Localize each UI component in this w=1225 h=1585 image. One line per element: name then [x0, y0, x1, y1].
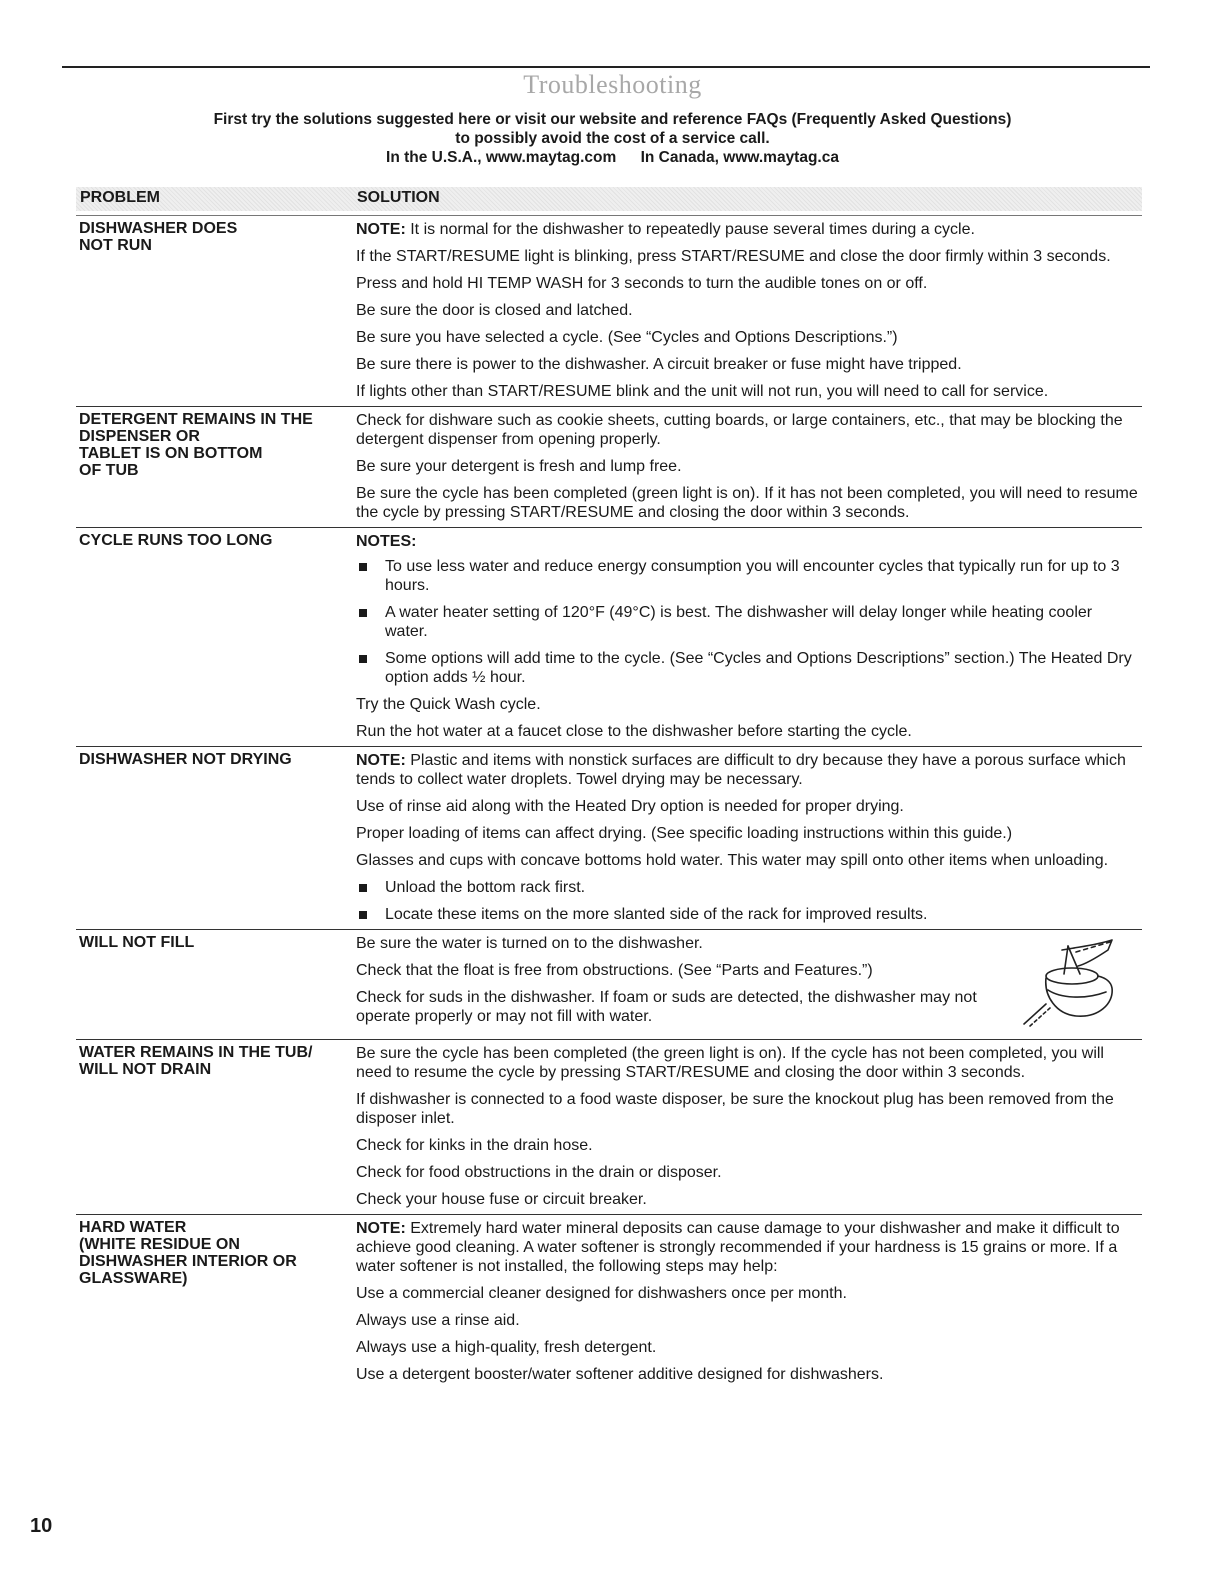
note-text: Plastic and items with nonstick surfaces are difficult to dry because they have a porous surface which tends to collect water droplets. Towel drying may be necessary. — [356, 752, 1126, 788]
canada-website-text: In Canada, www.maytag.ca — [640, 149, 839, 166]
solution-cell — [356, 220, 1142, 401]
problem-cell — [76, 934, 356, 1034]
solution-line: Run the hot water at a faucet close to the dishwasher before starting the cycle. — [356, 723, 912, 740]
solution-cell — [356, 751, 1142, 924]
note-label: NOTE: — [356, 1220, 406, 1237]
solution-line: Use of rinse aid along with the Heated Dry option is needed for proper drying. — [356, 798, 904, 815]
problem-line: NOT RUN — [79, 237, 152, 254]
solution-line: Try the Quick Wash cycle. — [356, 696, 541, 713]
bullet-text: To use less water and reduce energy consumption you will encounter cycles that typically run for up to 3 hours. — [385, 558, 1120, 594]
bullet-item — [356, 557, 1138, 595]
solution-line: If dishwasher is connected to a food waste disposer, be sure the knockout plug has been removed from the disposer inlet. — [356, 1091, 1114, 1127]
problem-line: DISHWASHER DOES — [79, 220, 238, 237]
solution-line: Use a detergent booster/water softener additive designed for dishwashers. — [356, 1366, 884, 1383]
bullet-text: Some options will add time to the cycle. (See “Cycles and Options Descriptions” section.) The Heated Dry option adds ½ hour. — [385, 650, 1132, 686]
table-row — [76, 1214, 1142, 1389]
solution-line: Check for kinks in the drain hose. — [356, 1137, 593, 1154]
solution-line: If lights other than START/RESUME blink and the unit will not run, you will need to call for service. — [356, 383, 1049, 400]
solution-line: Check for food obstructions in the drain or disposer. — [356, 1164, 722, 1181]
solution-line: Be sure the door is closed and latched. — [356, 302, 633, 319]
solution-line: If the START/RESUME light is blinking, press START/RESUME and close the door firmly within 3 seconds. — [356, 248, 1111, 265]
solution-line: Be sure you have selected a cycle. (See “Cycles and Options Descriptions.”) — [356, 329, 898, 346]
problem-line: DISPENSER OR — [79, 428, 200, 445]
solution-cell — [356, 411, 1142, 522]
solution-line: Be sure the cycle has been completed (the green light is on). If the cycle has not been completed, you will need to resume the cycle by pressing START/RESUME and closing the door within 3 seconds. — [356, 1045, 1104, 1081]
bullet-text: Unload the bottom rack first. — [385, 879, 586, 896]
table-row — [76, 929, 1142, 1039]
intro-line-3 — [0, 148, 1225, 167]
solution-line: Use a commercial cleaner designed for dishwashers once per month. — [356, 1285, 847, 1302]
problem-line: GLASSWARE) — [79, 1270, 188, 1287]
bullet-item — [356, 878, 1138, 897]
bullet-item — [356, 905, 1138, 924]
us-website-text: In the U.S.A., www.maytag.com — [386, 149, 617, 166]
solution-line: Always use a rinse aid. — [356, 1312, 520, 1329]
note-paragraph — [356, 1219, 1138, 1276]
problem-cell — [76, 1219, 356, 1384]
solution-line: Glasses and cups with concave bottoms hold water. This water may spill onto other items when unloading. — [356, 852, 1109, 869]
problem-line: DISHWASHER NOT DRYING — [79, 751, 292, 768]
problem-cell — [76, 220, 356, 401]
solution-line: Be sure there is power to the dishwasher. A circuit breaker or fuse might have tripped. — [356, 356, 962, 373]
note-paragraph — [356, 751, 1138, 789]
table-row — [76, 527, 1142, 746]
bullet-item — [356, 603, 1138, 641]
problem-line: CYCLE RUNS TOO LONG — [79, 532, 273, 549]
solution-cell — [356, 1044, 1142, 1209]
solution-cell — [356, 934, 1142, 1034]
problem-cell — [76, 751, 356, 924]
solution-cell — [356, 532, 1142, 741]
note-text: Extremely hard water mineral deposits can cause damage to your dishwasher and make it difficult to achieve good cleaning. A water softener is strongly recommended if your hardness is 15 grains or more. If a water softener is not installed, the following steps may help: — [356, 1220, 1120, 1275]
intro-line-2: to possibly avoid the cost of a service call. — [455, 130, 770, 147]
bullet-square-icon — [359, 563, 367, 571]
bullet-square-icon — [359, 884, 367, 892]
solution-line: Be sure the water is turned on to the dishwasher. — [356, 935, 703, 952]
intro-line-1: First try the solutions suggested here or visit our website and reference FAQs (Frequently Asked Questions) — [213, 111, 1012, 128]
troubleshooting-table — [76, 215, 1142, 1389]
notes-label: NOTES: — [356, 533, 417, 550]
page-title: Troubleshooting — [523, 70, 702, 99]
bullet-square-icon — [359, 609, 367, 617]
note-text: It is normal for the dishwasher to repeatedly pause several times during a cycle. — [405, 221, 975, 238]
solution-line: Be sure your detergent is fresh and lump free. — [356, 458, 682, 475]
header-solution: SOLUTION — [357, 189, 440, 206]
problem-line: WILL NOT DRAIN — [79, 1061, 212, 1078]
problem-line: HARD WATER — [79, 1219, 187, 1236]
page-number: 10 — [30, 1515, 53, 1537]
problem-cell — [76, 532, 356, 741]
solution-line: Be sure the cycle has been completed (green light is on). If it has not been completed, you will need to resume the cycle by pressing START/RESUME and closing the door within 3 seconds. — [356, 485, 1138, 521]
solution-line: Check your house fuse or circuit breaker. — [356, 1191, 647, 1208]
problem-cell — [76, 411, 356, 522]
note-label: NOTE: — [356, 221, 406, 238]
solution-line: Check for suds in the dishwasher. If foam or suds are detected, the dishwasher may not operate properly or may not fill with water. — [356, 989, 977, 1025]
note-label: NOTE: — [356, 752, 406, 769]
problem-line: WILL NOT FILL — [79, 934, 195, 951]
solution-line: Proper loading of items can affect drying. (See specific loading instructions within this guide.) — [356, 825, 1013, 842]
solution-line: Always use a high-quality, fresh detergent. — [356, 1339, 657, 1356]
problem-line: WATER REMAINS IN THE TUB/ — [79, 1044, 313, 1061]
intro-text — [0, 110, 1225, 167]
solution-line: Check for dishware such as cookie sheets, cutting boards, or large containers, etc., that may be blocking the detergent dispenser from opening properly. — [356, 412, 1123, 448]
table-header — [76, 187, 1142, 211]
problem-line: DISHWASHER INTERIOR OR — [79, 1253, 297, 1270]
table-row — [76, 215, 1142, 406]
solution-line: Check that the float is free from obstructions. (See “Parts and Features.”) — [356, 962, 873, 979]
header-problem: PROBLEM — [80, 189, 160, 206]
bullet-item — [356, 649, 1138, 687]
top-rule — [62, 66, 1150, 68]
problem-line: TABLET IS ON BOTTOM — [79, 445, 263, 462]
bullet-text: Locate these items on the more slanted side of the rack for improved results. — [385, 906, 928, 923]
table-row — [76, 1039, 1142, 1214]
bullet-square-icon — [359, 911, 367, 919]
table-row — [76, 406, 1142, 527]
float-illustration-icon — [1016, 938, 1124, 1030]
bullet-square-icon — [359, 655, 367, 663]
bullet-text: A water heater setting of 120°F (49°C) is best. The dishwasher will delay longer while heating cooler water. — [385, 604, 1093, 640]
solution-cell — [356, 1219, 1142, 1384]
problem-line: DETERGENT REMAINS IN THE — [79, 411, 313, 428]
note-paragraph — [356, 220, 1138, 239]
problem-line: OF TUB — [79, 462, 139, 479]
problem-line: (WHITE RESIDUE ON — [79, 1236, 240, 1253]
solution-line: Press and hold HI TEMP WASH for 3 seconds to turn the audible tones on or off. — [356, 275, 928, 292]
table-row — [76, 746, 1142, 929]
problem-cell — [76, 1044, 356, 1209]
